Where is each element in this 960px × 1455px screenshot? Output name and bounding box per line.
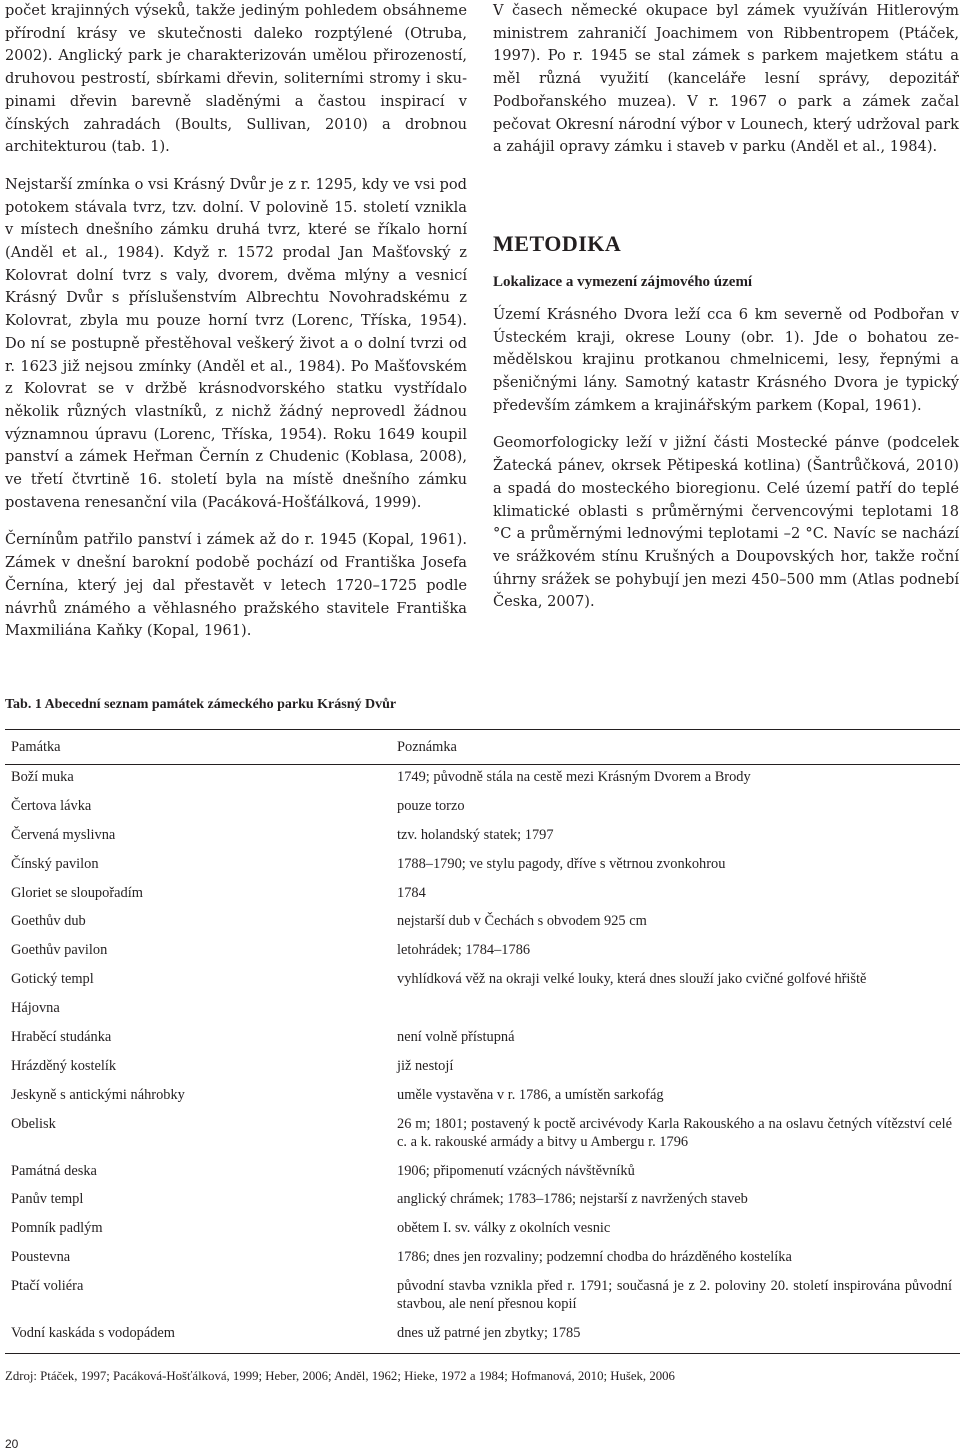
monument-name-cell: Jeskyně s antickými náhrobky bbox=[11, 1086, 185, 1103]
monument-name-cell: Obelisk bbox=[11, 1115, 56, 1132]
monument-name-cell: Boží muka bbox=[11, 769, 74, 785]
monument-name-cell: Hraběcí studánka bbox=[11, 1029, 112, 1046]
monument-note-cell: obětem I. sv. války z okolních vesnic bbox=[397, 1220, 611, 1237]
table-row bbox=[5, 1086, 960, 1104]
monument-name-cell: Pomník padlým bbox=[11, 1220, 103, 1237]
paragraph: Černínům patřilo panství i zámek až do r. 1945 (Kopal, 1961). Zámek v dnešní barokní podobě pochází od Františka Josefa Černína, který jej dal přestavět v letech 1720–1725 podle návrhů známého a věhlasného pražského stavitele Františka Maxmiliána Kaňky (Kopal, 1961). bbox=[5, 531, 467, 640]
table-row bbox=[5, 826, 960, 844]
monument-note-cell: vyhlídková věž na okraji velké louky, která dnes slouží jako cvičné golfové hřiště bbox=[397, 971, 867, 988]
table-row bbox=[5, 1248, 960, 1266]
table-body bbox=[5, 765, 960, 1342]
monument-note-cell: 26 m; 1801; postavený k poctě arcivévody Karla Rakouského a na oslavu četných vítězství celé c. a k. rakouské armády a bitvy u Ambergu r. 1796 bbox=[397, 1115, 952, 1150]
column-header-monument: Památka bbox=[11, 739, 61, 755]
monument-note-cell: pouze torzo bbox=[397, 797, 465, 814]
right-column bbox=[493, 0, 959, 614]
left-column bbox=[5, 0, 467, 643]
paragraph: Území Krásného Dvora leží cca 6 km severně od Podbořan v Ústeckém kraji, okrese Louny (obr. 1). Jde o bohatou zemědělskou krajinu protkanou chmelnicemi, lesy, řepnými a pšeničnými lány. Samotný katastr Krásného Dvora je typický především zámkem a krajinářským parkem (Kopal, 1961). bbox=[493, 305, 959, 414]
table-row bbox=[5, 768, 960, 786]
table-row bbox=[5, 970, 960, 988]
monument-note-cell: 1788–1790; ve stylu pagody, dříve s větrnou zvonkohrou bbox=[397, 855, 726, 872]
table-row bbox=[5, 1190, 960, 1208]
monument-name-cell: Památná deska bbox=[11, 1162, 97, 1179]
monument-name-cell: Vodní kaskáda s vodopádem bbox=[11, 1325, 176, 1342]
table-row bbox=[5, 1115, 960, 1151]
monument-name-cell: Hájovna bbox=[11, 1000, 60, 1017]
monument-note-cell: tzv. holandský statek; 1797 bbox=[397, 826, 554, 843]
monument-note-cell: není volně přístupná bbox=[397, 1029, 515, 1046]
monument-note-cell: dnes už patrné jen zbytky; 1785 bbox=[397, 1325, 581, 1342]
monument-note-cell: již nestojí bbox=[397, 1057, 454, 1074]
table-row bbox=[5, 884, 960, 902]
table-row bbox=[5, 1277, 960, 1313]
paragraph: počet krajinných výseků, takže jediným pohledem obsáhneme přírodní krásy ve skutečnosti daleko rozptýlené (Otruba, 2002). Anglický park je charakterizován umělou přirozeností, druhovou pestrostí, sbírkami dřevin, soliterními stromy i skupinami dřevin barevně sladěnými a častou inspirací v čínských zahradách (Boults, Sullivan, 2010) a drobnou architekturou (tab. 1). bbox=[5, 2, 467, 156]
monument-note-cell: letohrádek; 1784–1786 bbox=[397, 942, 531, 959]
monument-note-cell: 1784 bbox=[397, 884, 426, 901]
monument-name-cell: Poustevna bbox=[11, 1249, 71, 1266]
monument-name-cell: Goethův dub bbox=[11, 913, 86, 930]
section-heading: METODIKA bbox=[493, 230, 622, 256]
table-row bbox=[5, 797, 960, 815]
paragraph: V časech německé okupace byl zámek využíván Hitlerovým ministrem zahraničí Joachimem von Ribbentropem (Ptáček, 1997). Po r. 1945 se stal zámek s parkem majetkem státu a měl různá využití (kanceláře lesní správy, depozitář Podbořanského muzea). V r. 1967 o park a zámek začal pečovat Okresní národní výbor v Lounech, který udržoval park a zahájil opravy zámku i staveb v parku (Anděl et al., 1984). bbox=[493, 2, 959, 156]
table-row bbox=[5, 941, 960, 959]
table-caption: Tab. 1 Abecední seznam památek zámeckého parku Krásný Dvůr bbox=[5, 697, 397, 712]
monument-name-cell: Čínský pavilon bbox=[11, 855, 99, 872]
table-bottom-rule bbox=[5, 1353, 960, 1354]
table-row bbox=[5, 855, 960, 873]
table-row bbox=[5, 1162, 960, 1180]
monument-note-cell: uměle vystavěna v r. 1786, a umístěn sarkofág bbox=[397, 1086, 664, 1103]
monument-note-cell: původní stavba vznikla před r. 1791; současná je z 2. poloviny 20. století inspirována původní stavbou, ale není přesnou kopií bbox=[397, 1278, 952, 1313]
table-row bbox=[5, 999, 960, 1017]
table-source: Zdroj: Ptáček, 1997; Pacáková-Hošťálková, 1999; Heber, 2006; Anděl, 1962; Hieke, 1972 a 1984; Hofmanová, 2010; Hušek, 2006 bbox=[5, 1369, 675, 1383]
monument-note-cell: anglický chrámek; 1783–1786; nejstarší z navržených staveb bbox=[397, 1191, 748, 1208]
table-header-row bbox=[5, 730, 960, 764]
monument-name-cell: Ptačí voliéra bbox=[11, 1278, 84, 1295]
monument-name-cell: Červená myslivna bbox=[11, 826, 116, 843]
monument-note-cell: 1786; dnes jen rozvaliny; podzemní chodba do hrázděného kostelíka bbox=[397, 1249, 792, 1266]
table-row bbox=[5, 1028, 960, 1046]
paragraph: Nejstarší zmínka o vsi Krásný Dvůr je z r. 1295, kdy ve vsi pod potokem stávala tvrz, tzv. dolní. V polovině 15. století vznikla v místech dnešního zámku druhá tvrz, které se říkalo horní (Anděl et al., 1984). Když r. 1572 prodal Jan Mašťovský z Kolovrat dolní tvrz s valy, dvorem, dvěma mlýny a vesnicí Krásný Dvůr s příslušenstvím Albrechtu Novohradskému z Kolovrat, zbyla mu pouze horní tvrz (Lorenc, Tříska, 1954). Do ní se postupně přestěhoval veškerý život a o dolní tvrzi od r. 1623 již nejsou zmínky (Anděl et al., 1984). Po Mašťovském z Kolovrat se v držbě krásnodvorského statku vystřídalo několik různých vlastníků, z nichž žádný neprovedl žádnou významnou úpravu (Lorenc, Tříska, 1954). Roku 1649 koupil panství a zámek Heřman Černín z Chudenic (Koblasa, 2008), ve třetí čtvrtině 16. století byla na místě dnešního zámku postavena renesanční vila (Pacáková-Hošťálková, 1999). bbox=[5, 175, 467, 511]
monument-name-cell: Gloriet se sloupořadím bbox=[11, 884, 143, 901]
paragraph: Geomorfologicky leží v jižní části Mostecké pánve (podcelek Žatecká pánev, okrsek Pětipeská kotlina) (Šantrůčková, 2010) a spadá do mosteckého bioregionu. Celé území patří do teplé klimatické oblasti s průměrnými červencovými teplotami 18 °C a průměrnými lednovými teplotami –2 °C. Navíc se nachází ve srážkovém stínu Krušných a Doupovských hor, takže roční úhrny srážek se pohybují jen mezi 450–500 mm (Atlas podnebí Česka, 2007). bbox=[493, 434, 959, 611]
monuments-table bbox=[5, 729, 960, 1354]
monument-name-cell: Čertova lávka bbox=[11, 797, 92, 814]
subsection-heading: Lokalizace a vymezení zájmového území bbox=[493, 273, 753, 290]
monument-name-cell: Panův templ bbox=[11, 1191, 84, 1208]
page-number: 20 bbox=[5, 1437, 19, 1451]
table-row bbox=[5, 912, 960, 930]
table-row bbox=[5, 1324, 960, 1342]
monument-name-cell: Hrázděný kostelík bbox=[11, 1057, 117, 1074]
monument-note-cell bbox=[397, 999, 960, 1017]
monument-note-cell: 1906; připomenutí vzácných návštěvníků bbox=[397, 1162, 635, 1179]
table-row bbox=[5, 1057, 960, 1075]
monument-name-cell: Goethův pavilon bbox=[11, 942, 108, 959]
monument-note-cell: 1749; původně stála na cestě mezi Krásným Dvorem a Brody bbox=[397, 769, 751, 785]
monument-note-cell: nejstarší dub v Čechách s obvodem 925 cm bbox=[397, 913, 647, 930]
monument-name-cell: Gotický templ bbox=[11, 971, 94, 988]
column-header-note: Poznámka bbox=[397, 739, 457, 755]
table-row bbox=[5, 1219, 960, 1237]
